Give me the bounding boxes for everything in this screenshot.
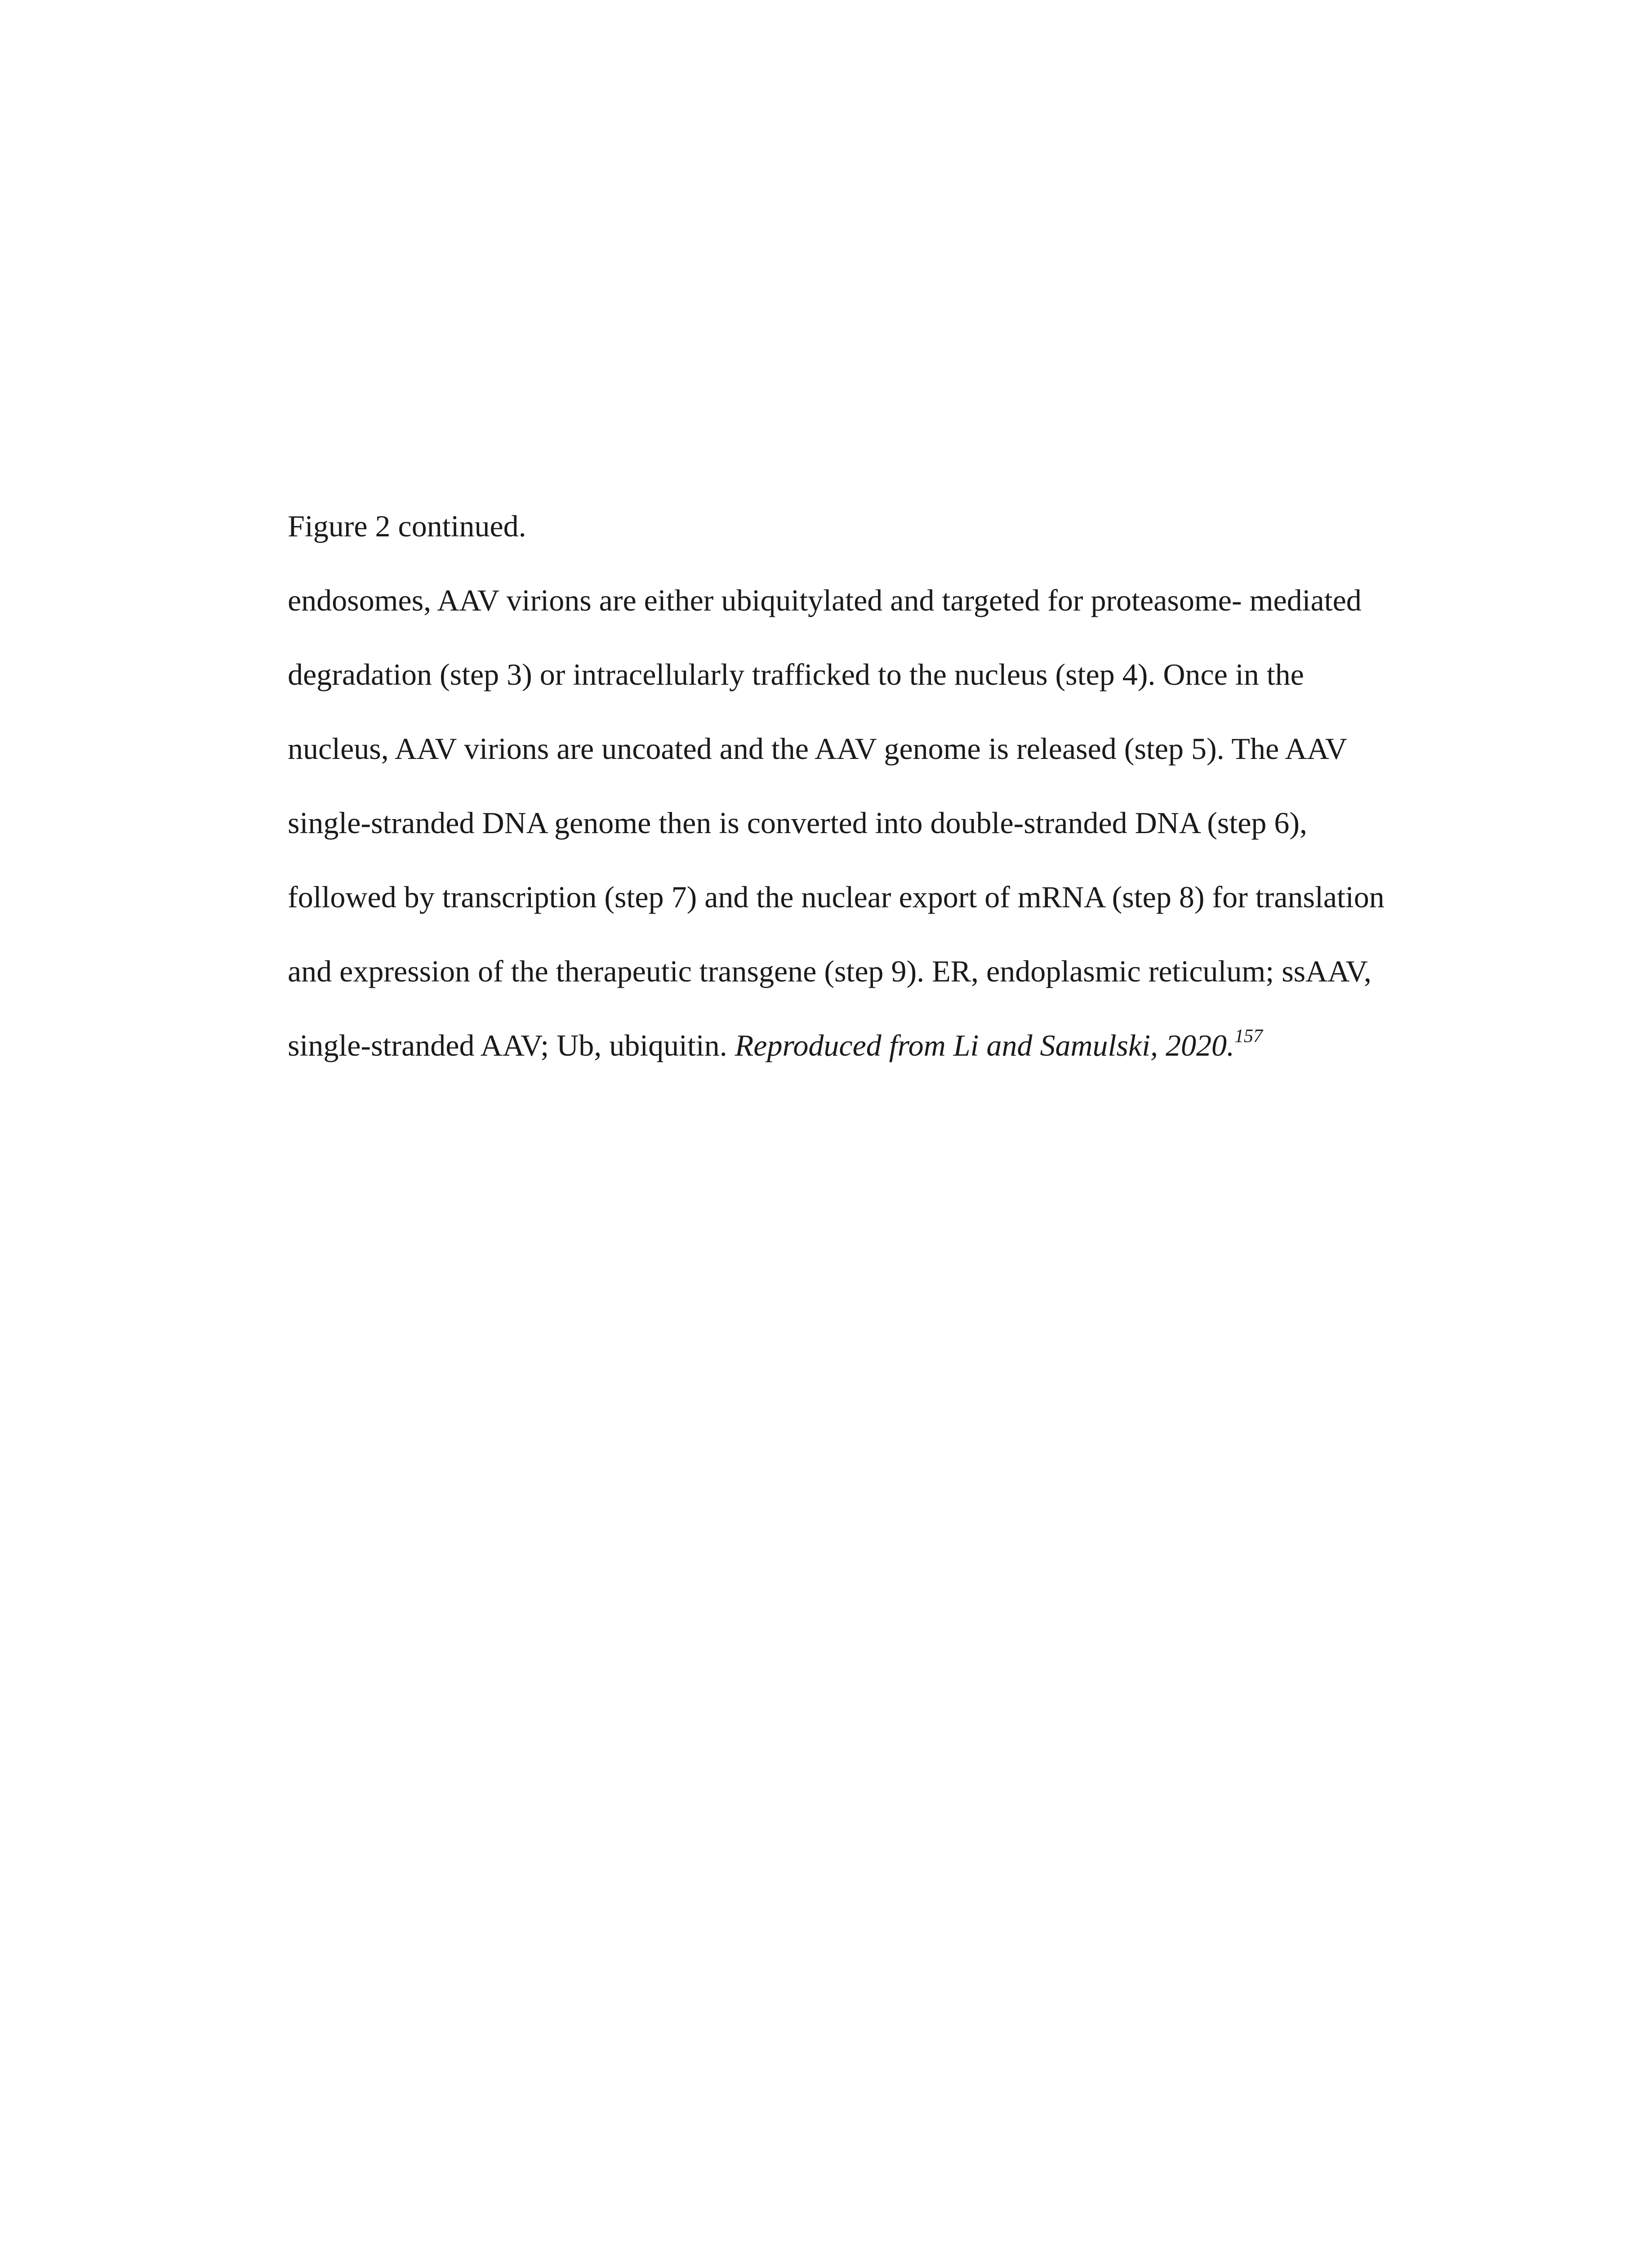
- citation-superscript: 157: [1234, 1026, 1263, 1047]
- caption-line: and expression of the therapeutic transgene (step 9). ER, endoplasmic reticulum; ssAAV,: [288, 954, 1371, 988]
- caption-line: nucleus, AAV virions are uncoated and the AAV genome is released (step 5). The AAV: [288, 731, 1347, 766]
- citation-text: Reproduced from Li and Samulski, 2020.: [735, 1028, 1234, 1062]
- caption-line: single-stranded DNA genome then is converted into double-stranded DNA (step 6),: [288, 806, 1308, 840]
- caption-last-line: [288, 1023, 1263, 1068]
- caption-heading: Figure 2 continued.: [288, 509, 526, 543]
- caption-line: endosomes, AAV virions are either ubiquitylated and targeted for proteasome- mediated: [288, 583, 1362, 617]
- caption-text: single-stranded AAV; Ub, ubiquitin.: [288, 1028, 735, 1062]
- caption-line: followed by transcription (step 7) and the nuclear export of mRNA (step 8) for translation: [288, 880, 1385, 914]
- caption-line: degradation (step 3) or intracellularly trafficked to the nucleus (step 4). Once in the: [288, 657, 1304, 691]
